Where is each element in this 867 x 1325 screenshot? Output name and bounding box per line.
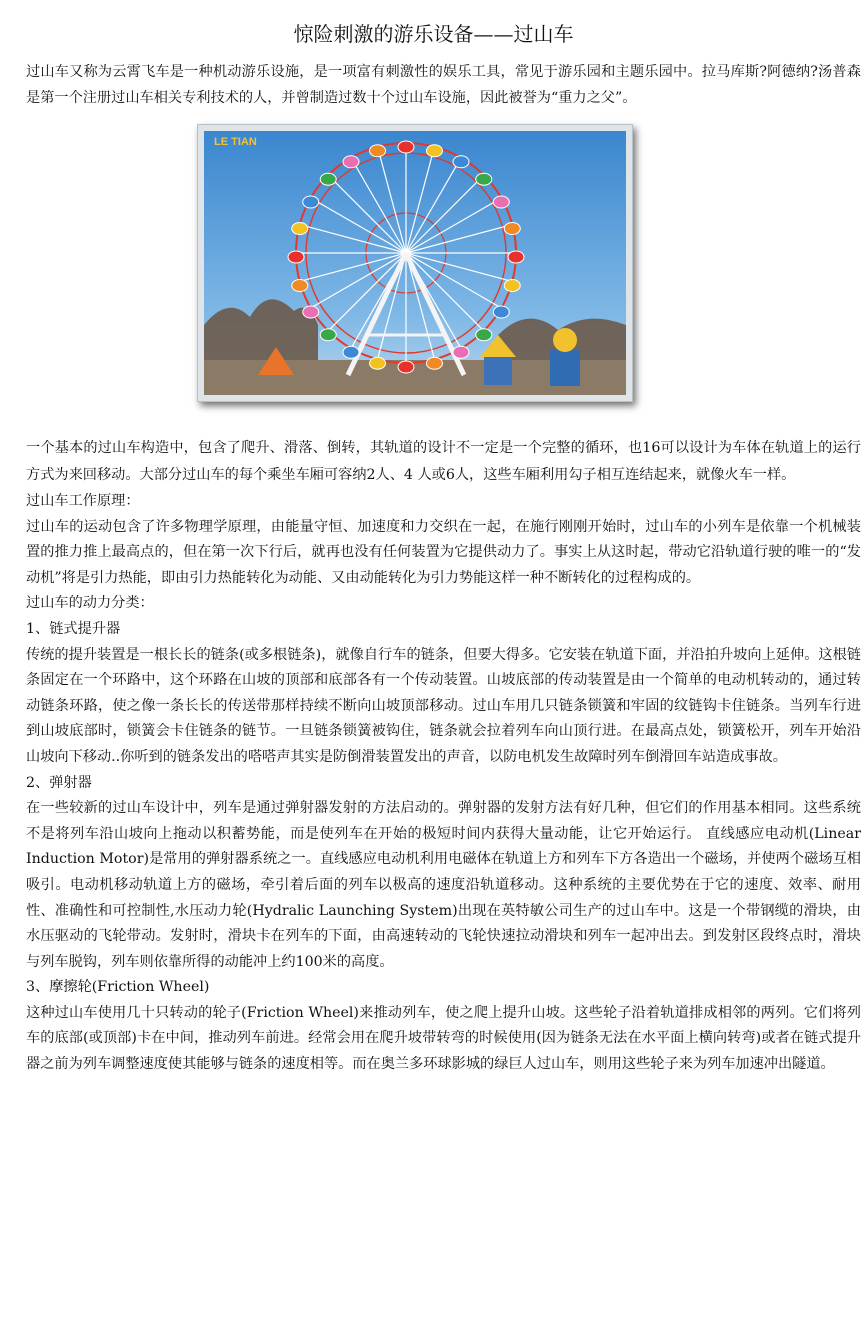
ferris-wheel-photo bbox=[197, 124, 633, 402]
gondola bbox=[504, 223, 520, 235]
gondola bbox=[288, 251, 304, 263]
gondola bbox=[370, 145, 386, 157]
gondola bbox=[320, 329, 336, 341]
gondola bbox=[343, 156, 359, 168]
heading-working-principle: 过山车工作原理： bbox=[26, 493, 140, 509]
gondola bbox=[398, 141, 414, 153]
gondola bbox=[343, 346, 359, 358]
gondola bbox=[320, 173, 336, 185]
gondola bbox=[292, 223, 308, 235]
heading-power-types: 过山车的动力分类： bbox=[26, 595, 154, 612]
gondola bbox=[476, 173, 492, 185]
paragraph-friction-wheel: 这种过山车使用几十只转动的轮子(Friction Wheel)来推动列车，使之爬上提升山坡。这些轮子沿着轨道排成相邻的两列。它们将列车的底部(或顶部)卡在中间，推动列车前进。经常会用在爬升坡带转弯的时候使用(因为链条无法在水平面上横向转弯)或者在链式提升器之前为列车调整速度使其能够与链条的速度相等。而在奥兰多环球影城的绿巨人过山车，则用这些轮子来为列车加速冲出隧道。 bbox=[26, 1004, 861, 1073]
gondola bbox=[493, 306, 509, 318]
gondola bbox=[508, 251, 524, 263]
heading-launcher: 2、弹射器 bbox=[26, 774, 92, 791]
article-body bbox=[26, 435, 861, 1078]
paragraph-working-principle: 过山车的运动包含了许多物理学原理，由能量守恒、加速度和力交织在一起，在施行刚刚开始时，过山车的小列车是依靠一个机械装置的推力推上最高点的，但在第一次下行后，就再也没有任何装置为它提供动力了。事实上从这时起，带动它沿轨道行驶的唯一的“发动机”将是引力热能，即由引力热能转化为动能、又由动能转化为引力势能这样一种不断转化的过程构成的。 bbox=[26, 518, 861, 586]
gondola bbox=[398, 361, 414, 373]
page-title: 惊险刺激的游乐设备——过山车 bbox=[293, 22, 574, 46]
gondola bbox=[453, 346, 469, 358]
paragraph-chain-lift: 传统的提升装置是一根长长的链条(或多根链条)，就像自行车的链条，但要大得多。它安装在轨道下面，并沿拍升坡向上延伸。这根链条固定在一个环路中，这个环路在山坡的顶部和底部各有一个传动装置。山坡底部的传动装置是由一个简单的电动机转动的，通过转动链条环路，使之像一条长长的传送带那样持续不断向山坡顶部移动。过山车用几只链条锁簧和牢固的纹链钩卡住链条。当列车行进到山坡底部时，锁簧会卡住链条的链节。一旦链条锁簧被钩住，链条就会拉着列车向山顶行进。在最高点处，锁簧松开，列车开始沿山坡向下移动..你听到的链条发出的嗒嗒声其实是防倒滑装置发出的声音，以防电机发生故障时列车倒滑回车站造成事故。 bbox=[26, 646, 861, 765]
photo-logo: LE TIAN bbox=[214, 136, 257, 148]
heading-chain-lift: 1、链式提升器 bbox=[26, 620, 121, 637]
gondola bbox=[453, 156, 469, 168]
gondola bbox=[476, 329, 492, 341]
gondola bbox=[303, 306, 319, 318]
gondola bbox=[426, 357, 442, 369]
gondola bbox=[504, 279, 520, 291]
gondola bbox=[292, 279, 308, 291]
intro-paragraph: 过山车又称为云霄飞车是一种机动游乐设施，是一项富有刺激性的娱乐工具，常见于游乐园和主题乐园中。拉马库斯?阿德纳?汤普森是第一个注册过山车相关专利技术的人，并曾制造过数十个过山车设施，因此被誉为“重力之父”。 bbox=[26, 64, 861, 106]
paragraph-structure: 一个基本的过山车构造中，包含了爬升、滑落、倒转，其轨道的设计不一定是一个完整的循环，也16可以设计为车体在轨道上的运行方式为来回移动。大部分过山车的每个乘坐车厢可容纳2人、4 人或6人，这些车厢利用勾子相互连结起来，就像火车一样。 bbox=[26, 440, 861, 483]
paragraph-launcher: 在一些较新的过山车设计中，列车是通过弹射器发射的方法启动的。弹射器的发射方法有好几种，但它们的作用基本相同。这些系统不是将列车沿山坡向上拖动以积蓄势能，而是使列车在开始的极短时间内获得大量动能，让它开始运行。 直线感应电动机(Linear Induction Motor)是常用的弹射器系统之一。直线感应电动机利用电磁体在轨道上方和列车下方各造出一个磁场，并使两个磁场互相吸引。电动机移动轨道上方的磁场，牵引着后面的列车以极高的速度沿轨道移动。这种系统的主要优势在于它的速度、效率、耐用性、准确性和可控制性,水压动力轮(Hydralic Launching System)出现在英特敏公司生产的过山车中。这是一个带钢缆的滑块，由水压驱动的飞轮带动。发射时，滑块卡在列车的下面，由高速转动的飞轮快速拉动滑块和列车一起冲出去。到发射区段终点时，滑块与列车脱钩，列车则依靠所得的动能冲上约100米的高度。 bbox=[26, 800, 861, 970]
gondola bbox=[426, 145, 442, 157]
gondola bbox=[493, 196, 509, 208]
gondola bbox=[303, 196, 319, 208]
heading-friction-wheel: 3、摩擦轮(Friction Wheel) bbox=[26, 979, 210, 996]
gondola bbox=[370, 357, 386, 369]
